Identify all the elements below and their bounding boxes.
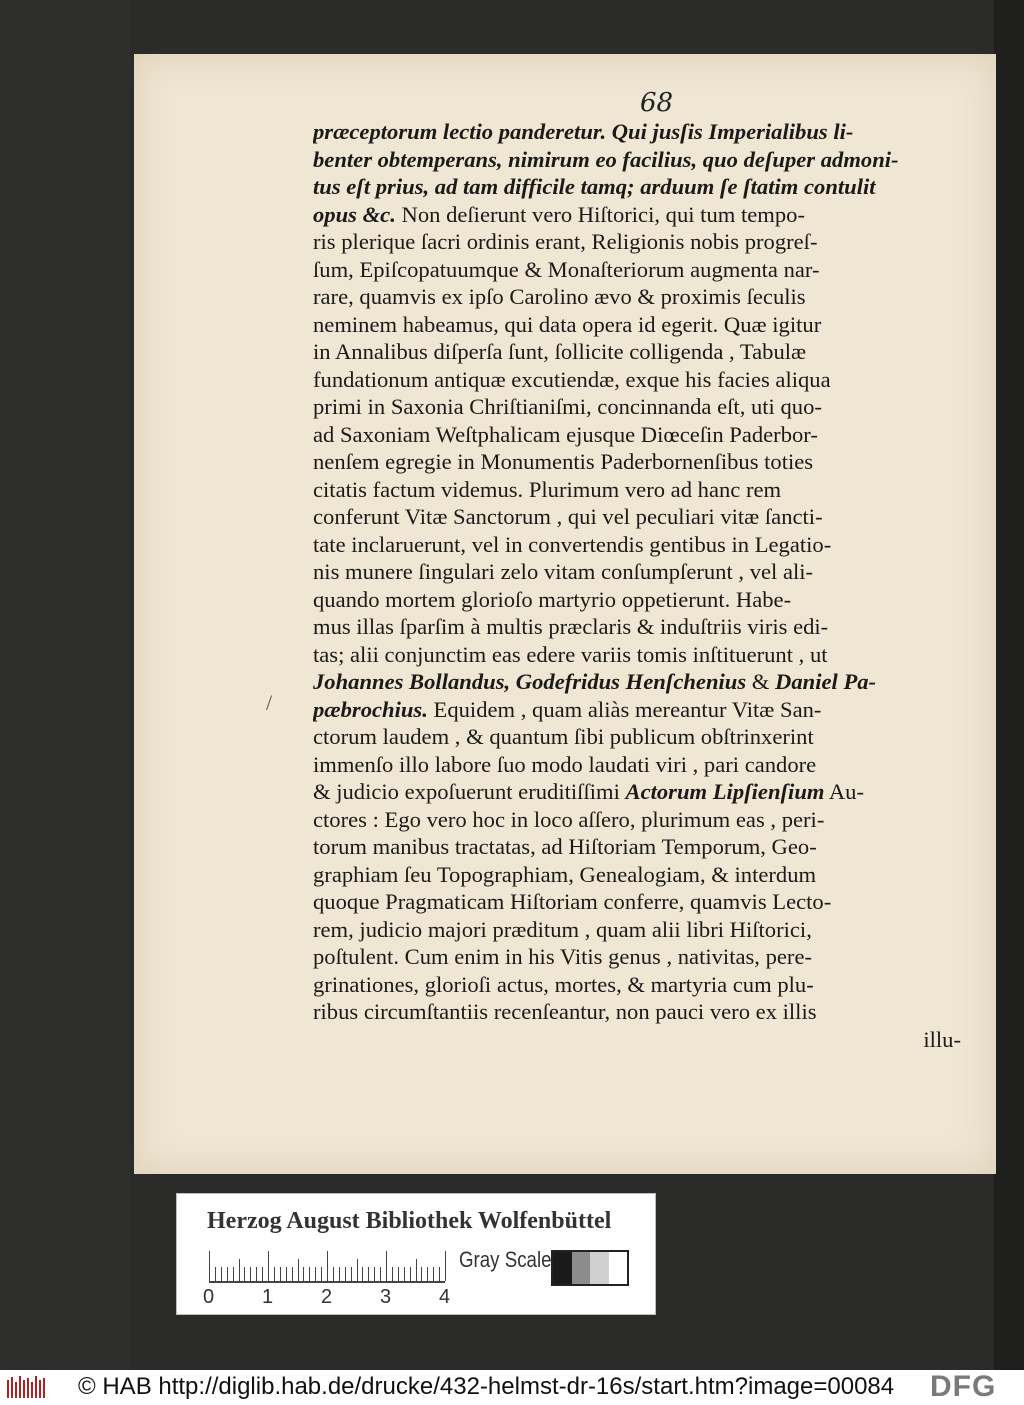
page-number: 68 <box>640 88 674 118</box>
text-segment: conferunt Vitæ Sanctorum , qui vel peculiari vitæ ſancti- <box>313 504 823 529</box>
grayscale-swatches <box>551 1250 629 1286</box>
text-segment: tate inclaruerunt, vel in convertendis gentibus in Legatio- <box>313 531 832 557</box>
ruler-tick <box>433 1267 434 1281</box>
text-line <box>313 723 961 751</box>
text-segment: fundationum antiquæ excutiendæ, exque his facies aliqua <box>313 366 831 392</box>
ruler-tick <box>233 1267 234 1281</box>
text-segment: Non deſierunt vero Hiſtorici, qui tum tempo- <box>395 201 805 227</box>
text-segment: ris plerique ſacri ordinis erant, Religionis nobis progreſ- <box>313 229 818 254</box>
ruler-label: 0 <box>203 1286 215 1308</box>
ruler-tick <box>445 1251 446 1281</box>
ruler-tick <box>345 1267 346 1281</box>
ruler-tick <box>380 1267 381 1281</box>
ruler-tick <box>262 1267 263 1281</box>
ruler-tick <box>374 1267 375 1281</box>
text-line <box>313 173 961 201</box>
grayscale-swatch <box>609 1252 628 1284</box>
text-line <box>313 998 961 1026</box>
library-name: Herzog August Bibliothek Wolfenbüttel <box>207 1208 612 1234</box>
ruler-tick <box>309 1267 310 1281</box>
text-line <box>313 476 961 504</box>
text-segment: Au- <box>824 779 865 804</box>
text-line <box>313 201 961 229</box>
ruler-tick <box>392 1267 393 1281</box>
footer-bar <box>0 1370 1024 1405</box>
ruler-tick <box>292 1267 293 1281</box>
grayscale-swatch <box>590 1252 609 1284</box>
text-segment: rare, quamvis ex ipſo Carolino ævo & proximis ſeculis <box>313 284 806 309</box>
ruler-label: 3 <box>380 1286 392 1308</box>
color-scale-card <box>176 1193 656 1315</box>
ruler-tick <box>250 1267 251 1281</box>
catchword: illu- <box>923 1026 961 1052</box>
text-line <box>313 256 961 284</box>
measurement-ruler <box>209 1251 445 1283</box>
ruler-tick <box>286 1267 287 1281</box>
source-url-link[interactable]: © HAB http://diglib.hab.de/drucke/432-helmst-dr-16s/start.htm?image=00084 <box>78 1373 895 1400</box>
text-line <box>313 971 961 999</box>
text-line <box>313 311 961 339</box>
ruler-tick <box>398 1267 399 1281</box>
text-line <box>313 393 961 421</box>
text-segment: rem, judicio majori præditum , quam alii libri Hiſtorici, <box>313 916 812 942</box>
ruler-tick <box>357 1259 358 1281</box>
text-segment: tus eſt prius, ad tam difficile tamq; arduum ſe ſtatim contulit <box>313 174 876 199</box>
ruler-tick <box>427 1267 428 1281</box>
ruler-tick <box>362 1267 363 1281</box>
ruler-tick <box>280 1267 281 1281</box>
ruler-tick <box>368 1267 369 1281</box>
text-line <box>313 613 961 641</box>
text-line <box>313 641 961 669</box>
text-segment: ſum, Epiſcopatuumque & Monaſteriorum augmenta nar- <box>313 256 820 282</box>
text-line <box>313 751 961 779</box>
text-line <box>313 503 961 531</box>
text-segment: & judicio expoſuerunt eruditiſſimi <box>313 779 626 804</box>
margin-mark: / <box>266 690 273 715</box>
text-segment: ctorum laudem , & quantum ſibi publicum obſtrinxerint <box>313 724 814 749</box>
text-segment: neminem habeamus, qui data opera id egerit. Quæ igitur <box>313 311 822 337</box>
ruler-tick <box>321 1267 322 1281</box>
text-line <box>313 833 961 861</box>
ruler-tick <box>410 1267 411 1281</box>
ruler-label: 1 <box>262 1286 274 1308</box>
ruler-tick <box>315 1267 316 1281</box>
text-line <box>313 888 961 916</box>
text-segment: graphiam ſeu Topographiam, Genealogiam, & interdum <box>313 861 817 887</box>
page-text <box>313 118 961 1053</box>
text-segment: Equidem , quam aliàs mereantur Vitæ San- <box>427 696 822 722</box>
grayscale-label: Gray Scale <box>459 1247 552 1272</box>
text-segment: quando mortem glorioſo martyrio oppetierunt. Habe- <box>313 586 792 612</box>
grayscale-swatch <box>553 1252 572 1284</box>
ruler-tick <box>333 1267 334 1281</box>
ruler-tick <box>256 1267 257 1281</box>
text-line <box>313 778 961 806</box>
scanner-background-right <box>994 0 1024 1370</box>
ruler-tick <box>227 1267 228 1281</box>
ruler-tick <box>209 1251 210 1281</box>
text-segment: nis munere ſingulari zelo vitam conſumpſerunt , vel ali- <box>313 559 814 584</box>
ruler-tick <box>215 1267 216 1281</box>
text-line <box>313 421 961 449</box>
text-segment: tas; alii conjunctim eas edere variis tomis inſtituerunt , ut <box>313 641 828 667</box>
ruler-tick <box>404 1267 405 1281</box>
text-segment: quoque Pragmaticam Hiſtoriam conferre, quamvis Lecto- <box>313 889 832 914</box>
ruler-tick <box>439 1267 440 1281</box>
text-line <box>313 228 961 256</box>
text-segment: immenſo illo labore ſuo modo laudati viri , pari candore <box>313 751 817 777</box>
text-line <box>313 146 961 174</box>
ruler-label: 2 <box>321 1286 333 1308</box>
text-line <box>313 943 961 971</box>
text-segment: Daniel Pa- <box>775 669 877 694</box>
text-line <box>313 586 961 614</box>
text-line <box>313 696 961 724</box>
ruler-tick <box>303 1267 304 1281</box>
ruler-label: 4 <box>439 1286 451 1308</box>
ruler-tick <box>268 1251 269 1281</box>
text-segment: Actorum Lipſienſium <box>625 779 825 804</box>
ruler-tick <box>239 1259 240 1281</box>
ruler-tick <box>421 1267 422 1281</box>
text-segment: grinationes, glorioſi actus, mortes, & martyria cum plu- <box>313 971 814 997</box>
grayscale-swatch <box>572 1252 591 1284</box>
text-line <box>313 283 961 311</box>
text-line <box>313 558 961 586</box>
ruler-tick <box>327 1251 328 1281</box>
ruler-tick <box>244 1267 245 1281</box>
ruler-tick <box>416 1259 417 1281</box>
text-line <box>313 531 961 559</box>
ruler-tick <box>221 1267 222 1281</box>
text-line <box>313 448 961 476</box>
hab-logo-icon <box>6 1374 48 1400</box>
text-line <box>313 338 961 366</box>
text-segment: ad Saxoniam Weſtphalicam ejusque Diœceſin Paderbor- <box>313 421 818 447</box>
text-line <box>313 916 961 944</box>
text-segment: citatis factum videmus. Plurimum vero ad hanc rem <box>313 476 782 502</box>
text-segment: poſtulent. Cum enim in his Vitis genus , nativitas, pere- <box>313 944 813 969</box>
text-segment: præceptorum lectio panderetur. Qui jusſis Imperialibus li- <box>313 119 854 144</box>
ruler-tick <box>351 1267 352 1281</box>
text-line <box>313 806 961 834</box>
text-segment: nenſem egregie in Monumentis Paderbornenſibus toties <box>313 449 814 474</box>
text-segment: ctores : Ego vero hoc in loco aſſero, plurimum eas , peri- <box>313 806 825 832</box>
ruler-tick <box>339 1267 340 1281</box>
scanner-background-left <box>0 0 130 1370</box>
text-segment: torum manibus tractatas, ad Hiſtoriam Temporum, Geo- <box>313 834 817 859</box>
text-segment: ribus circumſtantiis recenſeantur, non pauci vero ex illis <box>313 999 817 1024</box>
ruler-tick <box>298 1259 299 1281</box>
text-line <box>313 118 961 146</box>
text-segment: primi in Saxonia Chriſtianiſmi, concinnanda eſt, uti quo- <box>313 394 822 419</box>
text-segment: mus illas ſparſim à multis præclaris & induſtriis viris edi- <box>313 614 829 639</box>
text-segment: Johannes Bollandus, Godefridus Henſchenius <box>313 669 747 694</box>
text-segment: benter obtemperans, nimirum eo facilius, quo deſuper admoni- <box>313 146 899 172</box>
ruler-labels <box>203 1286 463 1310</box>
dfg-logo: DFG <box>930 1370 997 1403</box>
text-line <box>313 668 961 696</box>
text-line <box>313 366 961 394</box>
ruler-tick <box>274 1267 275 1281</box>
text-segment: opus &c. <box>313 201 396 227</box>
text-line <box>313 861 961 889</box>
ruler-tick <box>386 1251 387 1281</box>
text-segment: in Annalibus diſperſa ſunt, ſollicite colligenda , Tabulæ <box>313 339 807 364</box>
text-segment: & <box>746 669 776 694</box>
text-segment: pæbrochius. <box>313 696 428 722</box>
